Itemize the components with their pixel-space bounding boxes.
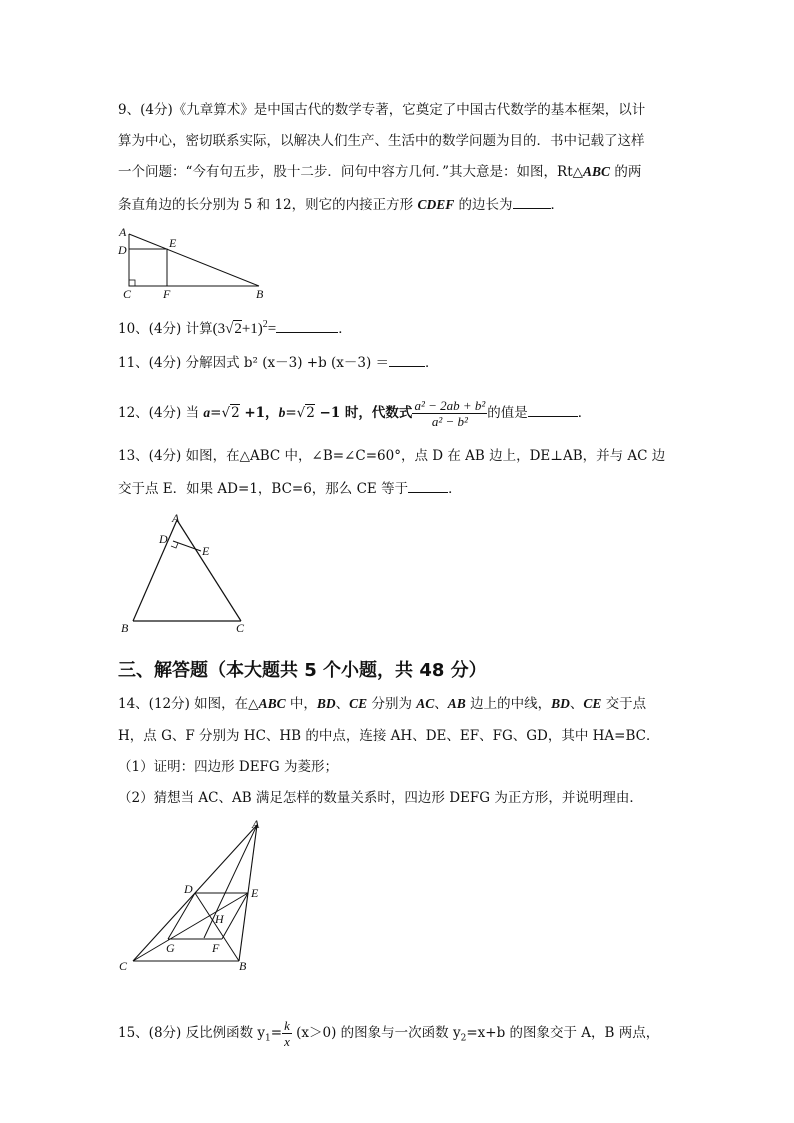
q15-line — [118, 1018, 659, 1049]
q12-var-b: b — [278, 405, 286, 420]
q12-denominator: a² − b² — [431, 414, 468, 429]
q14-label-a: A — [252, 817, 260, 831]
q10-answer-blank[interactable] — [276, 318, 338, 333]
q14-line-1 — [118, 694, 646, 714]
q9-line-3 — [118, 162, 641, 182]
q15-prefix: 15、(8分) 反比例函数 y — [118, 1025, 266, 1041]
q15-condition: (x＞0) 的图象与一次函数 y — [291, 1025, 461, 1041]
q14-line-4: （2）猜想当 AC、AB 满足怎样的数量关系时，四边形 DEFG 为正方形，并说明理由． — [118, 790, 643, 806]
q14-l1-f: 边上的中线， — [465, 696, 552, 712]
q13-label-d: D — [159, 532, 168, 546]
q12-end: ． — [577, 405, 592, 421]
q9-line-4-text: 条直角边的长分别为 5 和 12，则它的内接正方形 — [118, 197, 418, 213]
q14-l1-bd: BD — [316, 696, 336, 711]
q12-eq-2: = — [285, 405, 297, 421]
q15-sub-2: 2 — [460, 1033, 467, 1044]
q13-answer-blank[interactable] — [408, 478, 448, 493]
q10-expr-exponent: 2 — [262, 319, 268, 330]
section-3-heading: 三、解答题（本大题共 5 个小题，共 48 分） — [118, 660, 487, 681]
q12-fraction — [412, 398, 487, 429]
q14-l1-a: 14、(12分) 如图，在△ — [118, 696, 259, 712]
q12-sqrt-1: 2 — [231, 405, 240, 421]
q10-expr-open: (3 — [212, 321, 226, 337]
q12-numerator: a² − 2ab + b² — [414, 398, 486, 413]
q14-label-c: C — [119, 959, 128, 973]
q13-label-e: E — [202, 544, 210, 558]
q13-label-b: B — [121, 621, 129, 635]
q13-label-c: C — [236, 621, 245, 635]
q9-line-3-end: 的两 — [610, 164, 642, 180]
q12-prefix: 12、(4分) 当 — [118, 405, 204, 421]
q14-label-h: H — [215, 912, 224, 926]
q10-expression: $(3√2+1)^2=$ — [212, 319, 277, 337]
q14-label-d: D — [184, 882, 193, 896]
q10-equals: = — [267, 321, 277, 337]
q14-l1-ce2: CE — [583, 696, 602, 711]
q14-l1-e: 、 — [434, 696, 448, 712]
q10-expr-close: +1) — [241, 321, 263, 337]
q11-line — [118, 352, 439, 373]
q14-line-3: （1）证明：四边形 DEFG 为菱形； — [118, 759, 339, 775]
q9-answer-blank[interactable] — [513, 194, 551, 209]
q14-l1-ce: CE — [349, 696, 368, 711]
q14-l1-c: 、 — [335, 696, 350, 712]
q10-prefix: 10、(4分) 计算 — [118, 321, 213, 337]
q14-line-2: H，点 G、F 分别为 HC、HB 的中点，连接 AH、DE、EF、FG、GD，其中 HA=BC． — [118, 728, 660, 744]
q14-l1-b: 中， — [285, 696, 317, 712]
q14-label-e: E — [251, 886, 259, 900]
q14-l1-ac: AC — [416, 696, 435, 711]
q11-text: 11、(4分) 分解因式 b² (x－3) +b (x－3) ＝ — [118, 355, 390, 371]
q14-l1-h: 交于点 — [601, 696, 647, 712]
q9-line-4-end: ． — [550, 197, 564, 213]
q15-sub-1: 1 — [265, 1033, 271, 1044]
q14-label-f: F — [212, 941, 220, 955]
q13-line-2-text: 交于点 E．如果 AD=1，BC=6，那么 CE 等于 — [118, 481, 409, 497]
q12-suffix: 的值是 — [487, 405, 528, 421]
q11-end: ． — [425, 355, 439, 371]
q14-label-g: G — [166, 941, 175, 955]
q13-figure — [115, 510, 260, 640]
q9-label-b: B — [256, 287, 264, 301]
q9-label-f: F — [163, 287, 171, 301]
q14-l1-bd2: BD — [551, 696, 570, 711]
q9-line-4-text-b: 的边长为 — [454, 197, 513, 213]
q9-label-d: D — [118, 243, 127, 257]
q11-answer-blank[interactable] — [389, 352, 425, 367]
q15-fraction — [282, 1018, 292, 1049]
q9-triangle-name: ABC — [583, 164, 611, 179]
q10-end: ． — [338, 321, 352, 337]
q9-label-a: A — [119, 225, 127, 239]
q9-line-4 — [118, 194, 564, 215]
q12-eq-1: = — [210, 405, 222, 421]
q13-label-a: A — [172, 511, 180, 525]
q14-figure — [115, 815, 275, 980]
q12-minus: −1 时，代数式 — [314, 405, 413, 421]
q9-label-c: C — [123, 287, 132, 301]
q12-line: 12、(4分) 当 a=√2 +1，b=√2 −1 时，代数式 $\frac{\text{a² − 2ab + b²}}{\text{a² − b²}}$ 的值是 ． — [118, 398, 592, 429]
q10-line — [118, 315, 352, 339]
q14-l1-abc: ABC — [258, 696, 286, 711]
q9-line-3-text: 一个问题：“今有句五步，股十二步．问句中容方几何．”其大意是：如图，Rt△ — [118, 164, 584, 180]
q15-denominator: x — [284, 1034, 290, 1049]
q15-rest: =x+b 的图象交于 A，B 两点， — [466, 1025, 660, 1041]
q9-square-name: CDEF — [417, 197, 455, 212]
q10-expr-sqrt: 2 — [234, 321, 242, 337]
q9-label-e: E — [169, 236, 177, 250]
q12-sqrt-2: 2 — [306, 405, 315, 421]
q14-label-b: B — [239, 959, 247, 973]
q9-line-1: 9、(4分)《九章算术》是中国古代的数学专著，它奠定了中国古代数学的基本框架，以计 — [118, 102, 646, 118]
q12-var-a: a — [203, 405, 211, 420]
q13-line-1: 13、(4分) 如图，在△ABC 中，∠B=∠C=60°，点 D 在 AB 边上，DE⊥AB，并与 AC 边 — [118, 448, 666, 464]
q9-line-2: 算为中心，密切联系实际，以解决人们生产、生活中的数学问题为目的．书中记载了这样 — [118, 133, 645, 149]
q12-plus: +1， — [239, 405, 279, 421]
q12-answer-blank[interactable] — [528, 402, 578, 417]
q14-l1-g: 、 — [569, 696, 584, 712]
q13-line-2 — [118, 478, 462, 499]
q9-figure — [115, 224, 275, 304]
q13-line-2-end: ． — [448, 481, 462, 497]
q15-eq: = — [270, 1025, 283, 1041]
q14-l1-ab: AB — [447, 696, 466, 711]
q15-numerator: k — [284, 1018, 290, 1033]
q14-l1-d: 分别为 — [367, 696, 417, 712]
